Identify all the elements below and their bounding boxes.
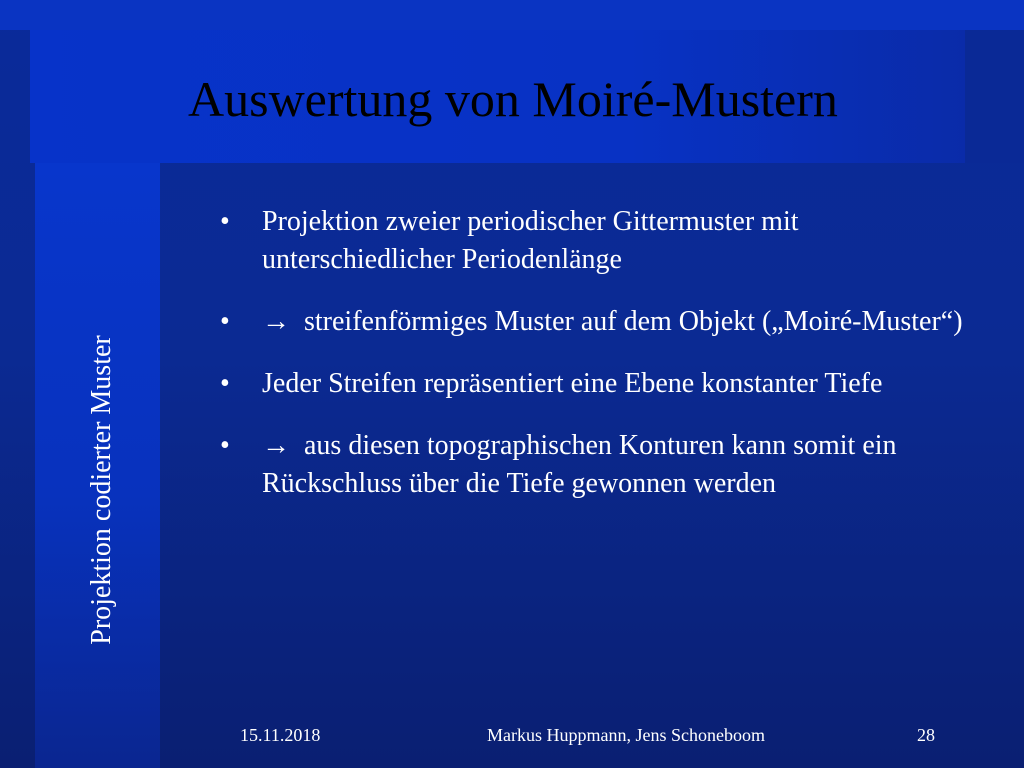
bullet-text: Jeder Streifen repräsentiert eine Ebene konstanter Tiefe	[262, 368, 883, 399]
slide-title: Auswertung von Moiré-Mustern	[188, 71, 838, 127]
bullet-item-3	[220, 365, 990, 403]
bullet-text: streifenförmiges Muster auf dem Objekt („Moiré-Muster“)	[304, 306, 963, 337]
bullet-list	[220, 203, 990, 503]
footer-authors: Markus Huppmann, Jens Schoneboom	[487, 725, 765, 745]
bullet-dot-icon: •	[220, 206, 230, 237]
footer-page-number: 28	[917, 725, 935, 745]
footer-date: 15.11.2018	[240, 725, 321, 745]
top-band	[0, 0, 1024, 30]
bullet-text: Projektion zweier periodischer Gittermuster mit unterschiedlicher Periodenlänge	[262, 206, 799, 275]
bullet-item-1	[220, 203, 990, 279]
arrow-right-icon: →	[262, 306, 290, 337]
arrow-right-icon: →	[262, 430, 290, 461]
bullet-dot-icon: •	[220, 368, 230, 399]
bullet-text: aus diesen topographischen Konturen kann somit ein Rückschluss über die Tiefe gewonnen werden	[262, 430, 897, 499]
side-label: Projektion codierter Muster	[86, 335, 117, 645]
bullet-dot-icon: •	[220, 430, 230, 461]
bullet-dot-icon: •	[220, 306, 230, 337]
bullet-item-4	[220, 427, 990, 503]
header-right-block	[965, 30, 1024, 163]
slide-content	[220, 203, 990, 527]
bullet-item-2	[220, 303, 990, 341]
